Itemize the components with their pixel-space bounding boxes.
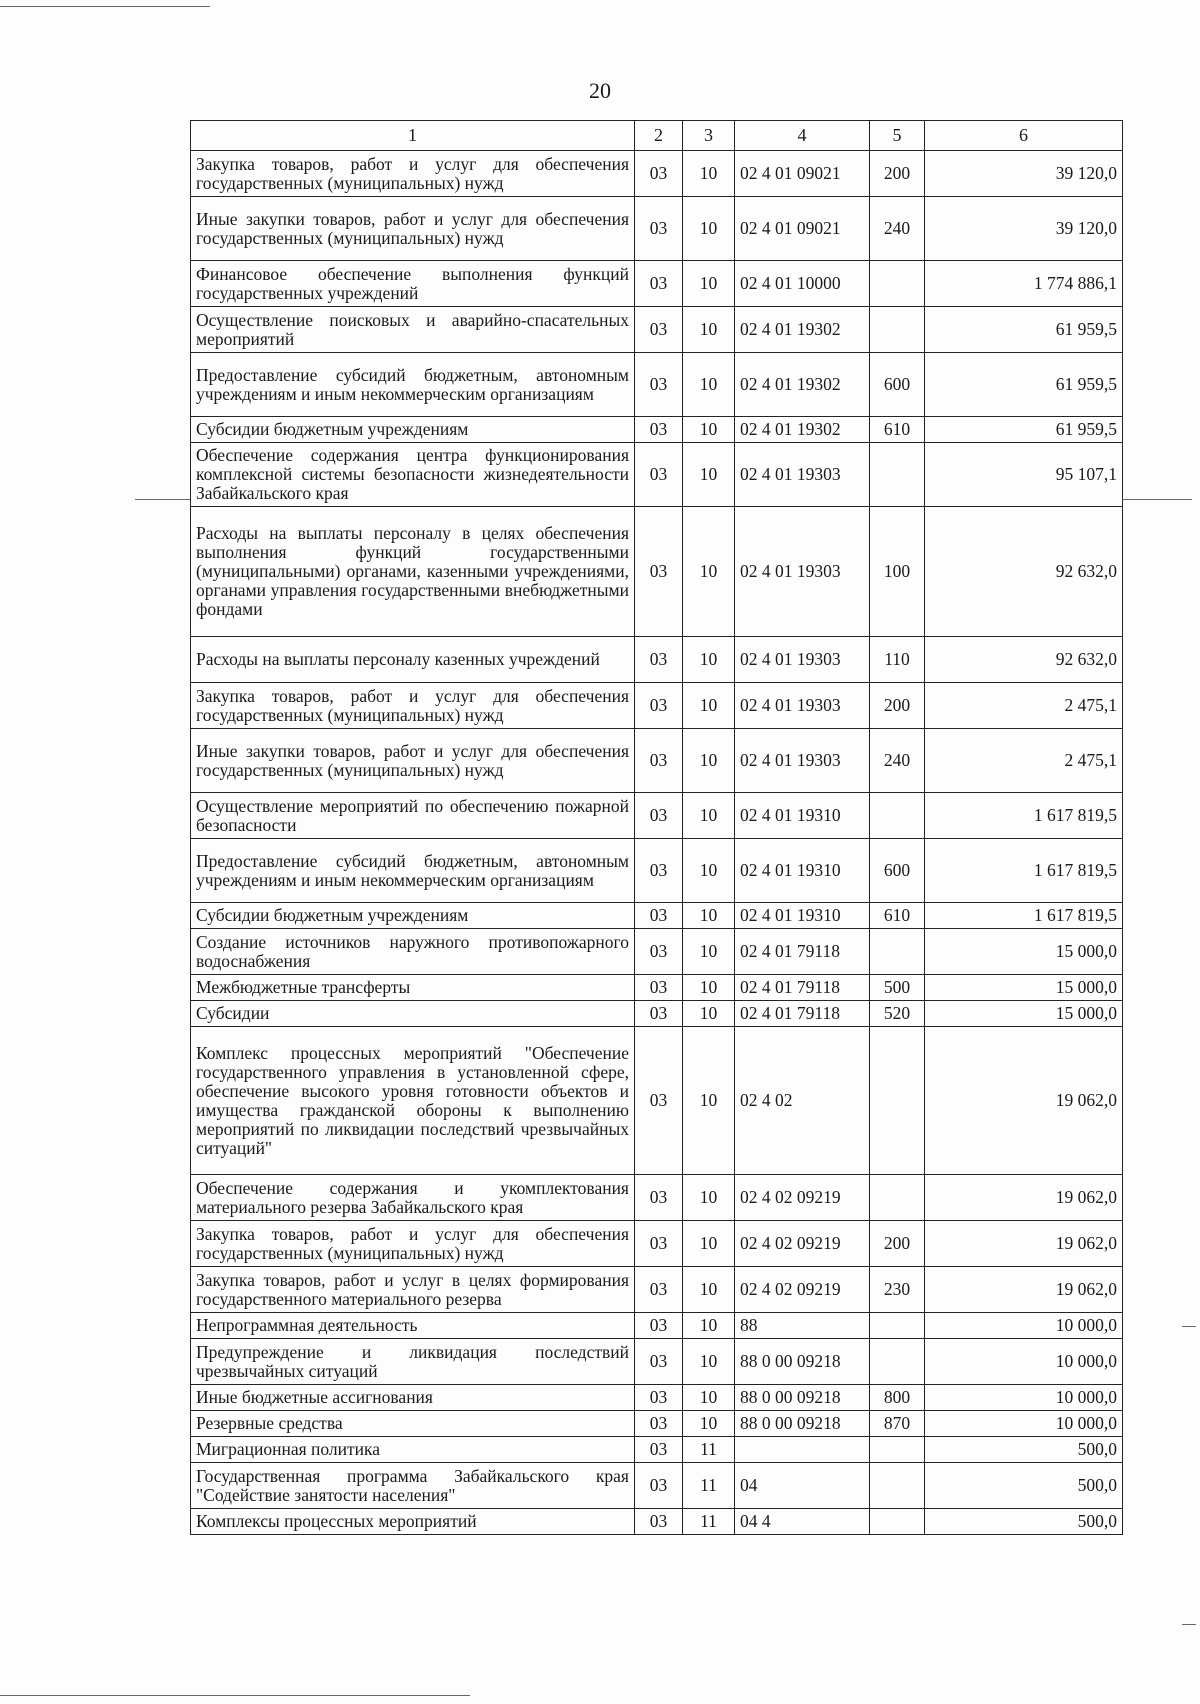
budget-table: [190, 120, 1123, 1535]
section-code-cell: 03: [635, 637, 683, 683]
expense-type-cell: 500: [870, 975, 925, 1001]
row-name-cell: Межбюджетные трансферты: [191, 975, 635, 1001]
subsection-code-cell: 10: [683, 1385, 735, 1411]
expense-type-cell: [870, 1463, 925, 1509]
table-row: [191, 729, 1123, 793]
amount-cell: 19 062,0: [925, 1175, 1123, 1221]
section-code-cell: 03: [635, 903, 683, 929]
row-name-cell: Осуществление мероприятий по обеспечению пожарной безопасности: [191, 793, 635, 839]
expense-type-cell: 100: [870, 507, 925, 637]
target-code-cell: 02 4 01 09021: [735, 197, 870, 261]
expense-type-cell: 800: [870, 1385, 925, 1411]
row-name-cell: Расходы на выплаты персоналу казенных учреждений: [191, 637, 635, 683]
amount-cell: 95 107,1: [925, 443, 1123, 507]
target-code-cell: 02 4 01 19303: [735, 683, 870, 729]
section-code-cell: 03: [635, 1221, 683, 1267]
expense-type-cell: 600: [870, 839, 925, 903]
section-code-cell: 03: [635, 443, 683, 507]
table-row: [191, 1313, 1123, 1339]
section-code-cell: 03: [635, 1175, 683, 1221]
target-code-cell: 02 4 01 79118: [735, 929, 870, 975]
subsection-code-cell: 10: [683, 261, 735, 307]
target-code-cell: 02 4 01 79118: [735, 1001, 870, 1027]
row-name-cell: Создание источников наружного противопожарного водоснабжения: [191, 929, 635, 975]
target-code-cell: 02 4 01 19310: [735, 793, 870, 839]
row-name-cell: Обеспечение содержания центра функционирования комплексной системы безопасности жизнедеятельности Забайкальского края: [191, 443, 635, 507]
table-row: [191, 1437, 1123, 1463]
subsection-code-cell: 10: [683, 1267, 735, 1313]
subsection-code-cell: 10: [683, 903, 735, 929]
table-row: [191, 903, 1123, 929]
section-code-cell: 03: [635, 151, 683, 197]
section-code-cell: 03: [635, 1411, 683, 1437]
expense-type-cell: [870, 1313, 925, 1339]
row-name-cell: Предупреждение и ликвидация последствий чрезвычайных ситуаций: [191, 1339, 635, 1385]
amount-cell: 19 062,0: [925, 1267, 1123, 1313]
row-name-cell: Непрограммная деятельность: [191, 1313, 635, 1339]
expense-type-cell: [870, 443, 925, 507]
table-row: [191, 793, 1123, 839]
expense-type-cell: 610: [870, 903, 925, 929]
row-name-cell: Расходы на выплаты персоналу в целях обеспечения выполнения функций государственными (муниципальными) органами, казенными учреждениями, органами управления государственными внебюджетными фондами: [191, 507, 635, 637]
table-row: [191, 839, 1123, 903]
subsection-code-cell: 10: [683, 975, 735, 1001]
subsection-code-cell: 10: [683, 793, 735, 839]
section-code-cell: 03: [635, 1385, 683, 1411]
target-code-cell: 02 4 01 19303: [735, 729, 870, 793]
expense-type-cell: [870, 1027, 925, 1175]
row-name-cell: Резервные средства: [191, 1411, 635, 1437]
target-code-cell: 88 0 00 09218: [735, 1411, 870, 1437]
amount-cell: 61 959,5: [925, 417, 1123, 443]
subsection-code-cell: 10: [683, 353, 735, 417]
amount-cell: 92 632,0: [925, 637, 1123, 683]
amount-cell: 2 475,1: [925, 729, 1123, 793]
row-name-cell: Закупка товаров, работ и услуг для обеспечения государственных (муниципальных) нужд: [191, 1221, 635, 1267]
expense-type-cell: [870, 307, 925, 353]
amount-cell: 1 617 819,5: [925, 793, 1123, 839]
scan-mark: [1122, 499, 1192, 500]
section-code-cell: 03: [635, 1437, 683, 1463]
amount-cell: 2 475,1: [925, 683, 1123, 729]
amount-cell: 10 000,0: [925, 1339, 1123, 1385]
amount-cell: 92 632,0: [925, 507, 1123, 637]
expense-type-cell: 240: [870, 197, 925, 261]
section-code-cell: 03: [635, 1463, 683, 1509]
target-code-cell: 02 4 02 09219: [735, 1221, 870, 1267]
target-code-cell: 02 4 01 10000: [735, 261, 870, 307]
section-code-cell: 03: [635, 417, 683, 443]
section-code-cell: 03: [635, 507, 683, 637]
section-code-cell: 03: [635, 353, 683, 417]
section-code-cell: 03: [635, 1027, 683, 1175]
amount-cell: 500,0: [925, 1509, 1123, 1535]
row-name-cell: Субсидии бюджетным учреждениям: [191, 417, 635, 443]
target-code-cell: 88: [735, 1313, 870, 1339]
table-row: [191, 1509, 1123, 1535]
column-header: 4: [735, 121, 870, 151]
target-code-cell: 02 4 01 19303: [735, 507, 870, 637]
section-code-cell: 03: [635, 975, 683, 1001]
amount-cell: 15 000,0: [925, 929, 1123, 975]
section-code-cell: 03: [635, 929, 683, 975]
expense-type-cell: [870, 261, 925, 307]
table-row: [191, 307, 1123, 353]
scan-mark: [1182, 1624, 1196, 1625]
target-code-cell: 02 4 01 19302: [735, 417, 870, 443]
row-name-cell: Субсидии: [191, 1001, 635, 1027]
amount-cell: 10 000,0: [925, 1313, 1123, 1339]
table-row: [191, 443, 1123, 507]
subsection-code-cell: 10: [683, 839, 735, 903]
section-code-cell: 03: [635, 1313, 683, 1339]
row-name-cell: Миграционная политика: [191, 1437, 635, 1463]
amount-cell: 500,0: [925, 1463, 1123, 1509]
section-code-cell: 03: [635, 1509, 683, 1535]
subsection-code-cell: 10: [683, 683, 735, 729]
target-code-cell: 02 4 01 79118: [735, 975, 870, 1001]
target-code-cell: 02 4 01 19303: [735, 443, 870, 507]
row-name-cell: Иные закупки товаров, работ и услуг для обеспечения государственных (муниципальных) нужд: [191, 197, 635, 261]
row-name-cell: Государственная программа Забайкальского края "Содействие занятости населения": [191, 1463, 635, 1509]
table-row: [191, 1463, 1123, 1509]
table-row: [191, 929, 1123, 975]
target-code-cell: 02 4 01 09021: [735, 151, 870, 197]
amount-cell: 39 120,0: [925, 151, 1123, 197]
target-code-cell: 02 4 02: [735, 1027, 870, 1175]
table-row: [191, 1339, 1123, 1385]
target-code-cell: 88 0 00 09218: [735, 1339, 870, 1385]
amount-cell: 15 000,0: [925, 975, 1123, 1001]
row-name-cell: Комплексы процессных мероприятий: [191, 1509, 635, 1535]
table-row: [191, 1221, 1123, 1267]
amount-cell: 39 120,0: [925, 197, 1123, 261]
table-header-row: [191, 121, 1123, 151]
subsection-code-cell: 10: [683, 307, 735, 353]
section-code-cell: 03: [635, 1267, 683, 1313]
amount-cell: 1 774 886,1: [925, 261, 1123, 307]
expense-type-cell: 110: [870, 637, 925, 683]
row-name-cell: Иные бюджетные ассигнования: [191, 1385, 635, 1411]
row-name-cell: Иные закупки товаров, работ и услуг для обеспечения государственных (муниципальных) нужд: [191, 729, 635, 793]
table-row: [191, 507, 1123, 637]
expense-type-cell: [870, 1437, 925, 1463]
row-name-cell: Предоставление субсидий бюджетным, автономным учреждениям и иным некоммерческим организациям: [191, 353, 635, 417]
target-code-cell: 02 4 01 19310: [735, 903, 870, 929]
expense-type-cell: 520: [870, 1001, 925, 1027]
row-name-cell: Субсидии бюджетным учреждениям: [191, 903, 635, 929]
subsection-code-cell: 10: [683, 1221, 735, 1267]
row-name-cell: Закупка товаров, работ и услуг для обеспечения государственных (муниципальных) нужд: [191, 151, 635, 197]
subsection-code-cell: 10: [683, 197, 735, 261]
subsection-code-cell: 10: [683, 1313, 735, 1339]
subsection-code-cell: 11: [683, 1437, 735, 1463]
section-code-cell: 03: [635, 1339, 683, 1385]
expense-type-cell: [870, 1339, 925, 1385]
expense-type-cell: 600: [870, 353, 925, 417]
table-row: [191, 417, 1123, 443]
table-row: [191, 683, 1123, 729]
row-name-cell: Закупка товаров, работ и услуг в целях формирования государственного материального резерва: [191, 1267, 635, 1313]
amount-cell: 1 617 819,5: [925, 903, 1123, 929]
amount-cell: 15 000,0: [925, 1001, 1123, 1027]
row-name-cell: Осуществление поисковых и аварийно-спасательных мероприятий: [191, 307, 635, 353]
subsection-code-cell: 10: [683, 1339, 735, 1385]
scan-mark: [0, 6, 210, 7]
expense-type-cell: 610: [870, 417, 925, 443]
target-code-cell: 04: [735, 1463, 870, 1509]
table-row: [191, 975, 1123, 1001]
table-row: [191, 197, 1123, 261]
column-header: 3: [683, 121, 735, 151]
page-number: 20: [589, 78, 611, 103]
subsection-code-cell: 11: [683, 1509, 735, 1535]
expense-type-cell: [870, 1509, 925, 1535]
amount-cell: 10 000,0: [925, 1411, 1123, 1437]
section-code-cell: 03: [635, 793, 683, 839]
subsection-code-cell: 10: [683, 1001, 735, 1027]
expense-type-cell: 230: [870, 1267, 925, 1313]
column-header: 2: [635, 121, 683, 151]
section-code-cell: 03: [635, 1001, 683, 1027]
scan-mark: [1182, 1326, 1196, 1327]
section-code-cell: 03: [635, 307, 683, 353]
amount-cell: 10 000,0: [925, 1385, 1123, 1411]
table-row: [191, 1175, 1123, 1221]
table-row: [191, 151, 1123, 197]
subsection-code-cell: 10: [683, 507, 735, 637]
subsection-code-cell: 10: [683, 637, 735, 683]
expense-type-cell: 200: [870, 1221, 925, 1267]
target-code-cell: 02 4 01 19310: [735, 839, 870, 903]
section-code-cell: 03: [635, 839, 683, 903]
amount-cell: 19 062,0: [925, 1221, 1123, 1267]
amount-cell: 61 959,5: [925, 353, 1123, 417]
subsection-code-cell: 10: [683, 929, 735, 975]
expense-type-cell: 870: [870, 1411, 925, 1437]
expense-type-cell: [870, 793, 925, 839]
subsection-code-cell: 10: [683, 443, 735, 507]
target-code-cell: 02 4 01 19302: [735, 307, 870, 353]
column-header: 1: [191, 121, 635, 151]
column-header: 5: [870, 121, 925, 151]
table-row: [191, 637, 1123, 683]
subsection-code-cell: 10: [683, 1175, 735, 1221]
subsection-code-cell: 11: [683, 1463, 735, 1509]
scan-mark: [135, 499, 190, 500]
section-code-cell: 03: [635, 683, 683, 729]
target-code-cell: [735, 1437, 870, 1463]
table-row: [191, 353, 1123, 417]
target-code-cell: 04 4: [735, 1509, 870, 1535]
amount-cell: 1 617 819,5: [925, 839, 1123, 903]
table-row: [191, 1001, 1123, 1027]
subsection-code-cell: 10: [683, 1027, 735, 1175]
row-name-cell: Обеспечение содержания и укомплектования материального резерва Забайкальского края: [191, 1175, 635, 1221]
expense-type-cell: [870, 929, 925, 975]
subsection-code-cell: 10: [683, 1411, 735, 1437]
table-row: [191, 1027, 1123, 1175]
target-code-cell: 02 4 01 19303: [735, 637, 870, 683]
table-row: [191, 261, 1123, 307]
target-code-cell: 02 4 01 19302: [735, 353, 870, 417]
amount-cell: 19 062,0: [925, 1027, 1123, 1175]
subsection-code-cell: 10: [683, 151, 735, 197]
table-row: [191, 1411, 1123, 1437]
scan-mark: [0, 1695, 470, 1696]
section-code-cell: 03: [635, 197, 683, 261]
amount-cell: 500,0: [925, 1437, 1123, 1463]
expense-type-cell: [870, 1175, 925, 1221]
expense-type-cell: 200: [870, 151, 925, 197]
subsection-code-cell: 10: [683, 417, 735, 443]
expense-type-cell: 200: [870, 683, 925, 729]
row-name-cell: Финансовое обеспечение выполнения функций государственных учреждений: [191, 261, 635, 307]
target-code-cell: 02 4 02 09219: [735, 1267, 870, 1313]
target-code-cell: 02 4 02 09219: [735, 1175, 870, 1221]
table-row: [191, 1385, 1123, 1411]
row-name-cell: Закупка товаров, работ и услуг для обеспечения государственных (муниципальных) нужд: [191, 683, 635, 729]
table-row: [191, 1267, 1123, 1313]
subsection-code-cell: 10: [683, 729, 735, 793]
section-code-cell: 03: [635, 261, 683, 307]
row-name-cell: Предоставление субсидий бюджетным, автономным учреждениям и иным некоммерческим организациям: [191, 839, 635, 903]
expense-type-cell: 240: [870, 729, 925, 793]
target-code-cell: 88 0 00 09218: [735, 1385, 870, 1411]
row-name-cell: Комплекс процессных мероприятий "Обеспечение государственного управления в установленной сфере, обеспечение высокого уровня готовности объектов и имущества гражданской обороны к выполнению мероприятий по ликвидации последствий чрезвычайных ситуаций": [191, 1027, 635, 1175]
section-code-cell: 03: [635, 729, 683, 793]
amount-cell: 61 959,5: [925, 307, 1123, 353]
column-header: 6: [925, 121, 1123, 151]
